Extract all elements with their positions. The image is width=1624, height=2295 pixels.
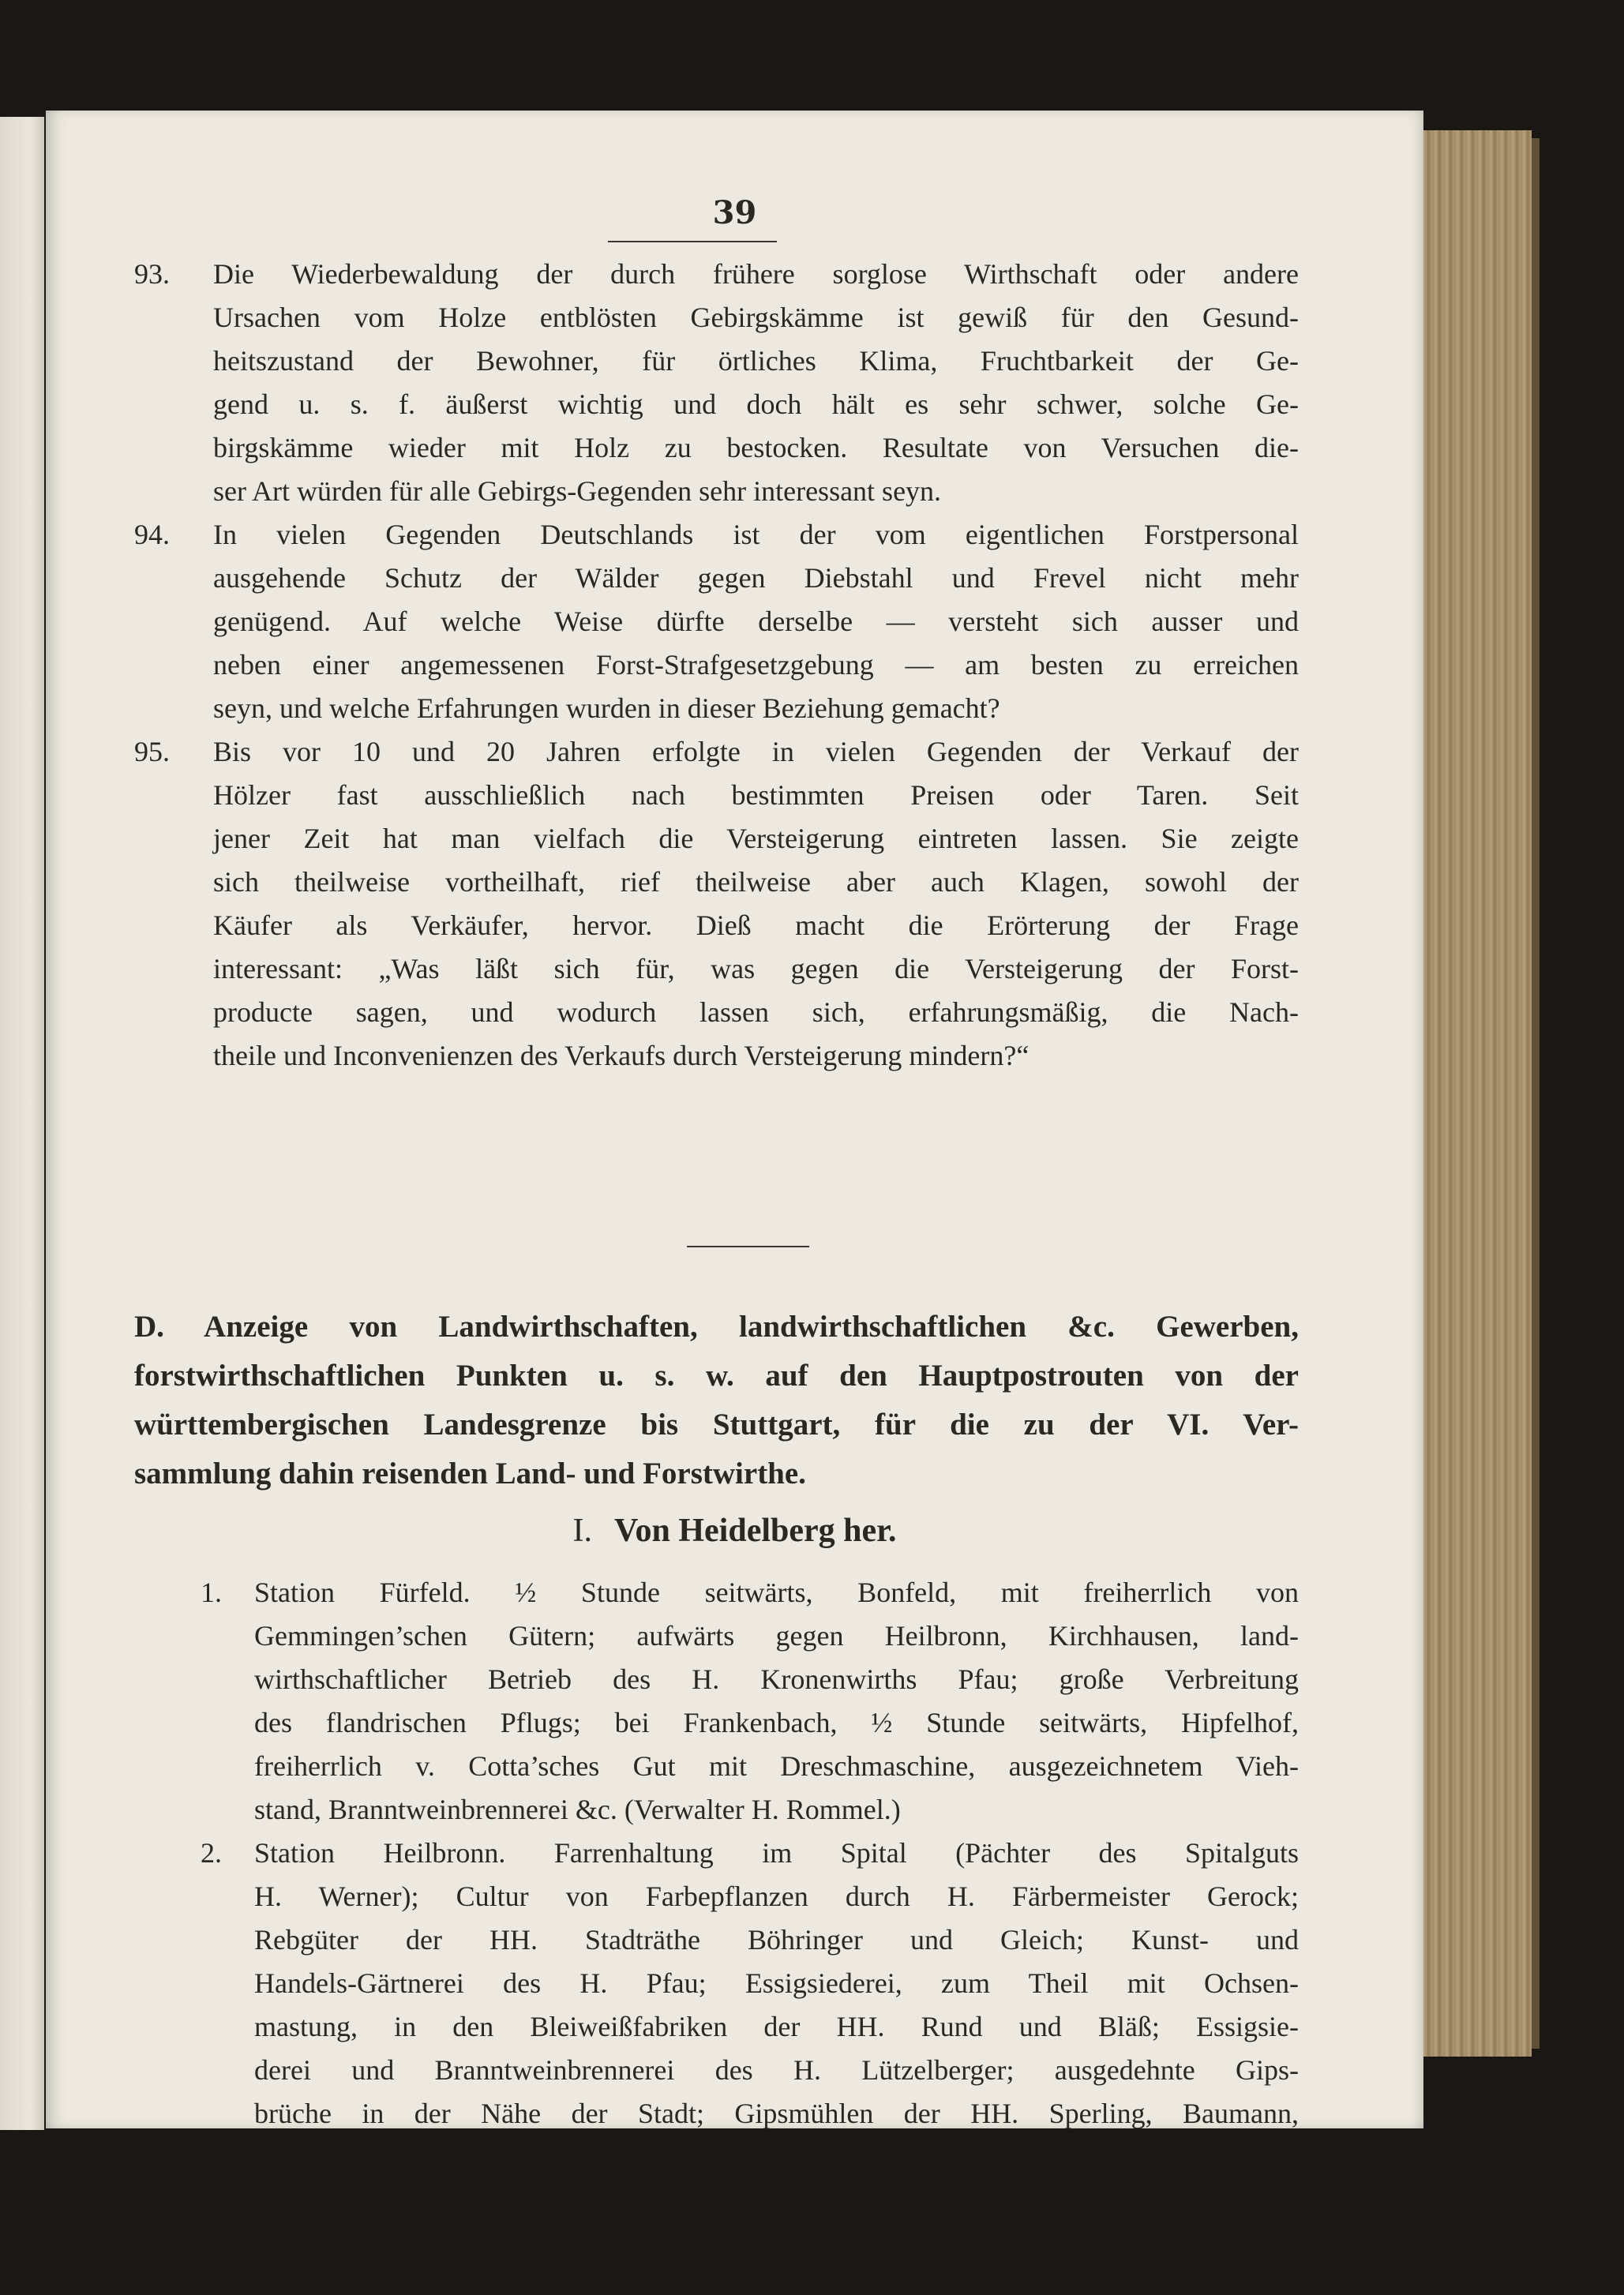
section-d-text-line: forstwirthschaftlichen Punkten u. s. w. auf den Hauptpostrouten von der	[134, 1359, 1299, 1393]
question-text-line: Die Wiederbewaldung der durch frühere sorglose Wirthschaft oder andere	[213, 258, 1299, 290]
station-text-line: brüche in der Nähe der Stadt; Gipsmühlen der HH. Sperling, Baumann,	[254, 2098, 1299, 2129]
question-text-line: gend u. s. f. äußerst wichtig und doch hält es sehr schwer, solche Ge-	[213, 388, 1299, 420]
question-94-line	[134, 643, 1299, 687]
question-95-line	[134, 991, 1299, 1034]
question-text-line: sich theilweise vortheilhaft, rief theilweise aber auch Klagen, sowohl der	[213, 866, 1299, 898]
question-93-line	[134, 383, 1299, 426]
question-93-line	[134, 253, 1299, 296]
question-list	[134, 253, 1299, 1078]
station-number: 2.	[201, 1837, 222, 1869]
question-95-line	[134, 947, 1299, 991]
station-text-line: stand, Branntweinbrennerei &c. (Verwalter H. Rommel.)	[254, 1794, 901, 1825]
question-text-line: Käufer als Verkäufer, hervor. Dieß macht die Erörterung der Frage	[213, 909, 1299, 941]
left-page-edge	[0, 117, 44, 2130]
question-94-line	[134, 557, 1299, 600]
question-94-line	[134, 513, 1299, 557]
station-2-line	[134, 2092, 1299, 2136]
page-number: 39	[712, 194, 757, 231]
station-2-line	[134, 1875, 1299, 1918]
station-1-line	[134, 1658, 1299, 1701]
question-text-line: In vielen Gegenden Deutschlands ist der vom eigentlichen Forstpersonal	[213, 519, 1299, 550]
station-2-line	[134, 1918, 1299, 1962]
question-95-line	[134, 774, 1299, 817]
subsection-number: I.	[572, 1513, 593, 1549]
section-divider	[687, 1246, 809, 1247]
section-d-line	[134, 1303, 1299, 1352]
question-94-line	[134, 687, 1299, 730]
question-93-line	[134, 426, 1299, 470]
question-text-line: ausgehende Schutz der Wälder gegen Diebstahl und Frevel nicht mehr	[213, 562, 1299, 594]
book-page	[46, 111, 1423, 2128]
question-95-line	[134, 1034, 1299, 1078]
subsection-heading	[46, 1512, 1423, 1550]
station-text-line: H. Werner); Cultur von Farbepflanzen durch H. Färbermeister Gerock;	[254, 1881, 1299, 1912]
station-1-line	[134, 1788, 1299, 1832]
section-d-text-line: sammlung dahin reisenden Land- und Forstwirthe.	[134, 1457, 806, 1491]
station-text-line: Gemmingen’schen Gütern; aufwärts gegen Heilbronn, Kirchhausen, land-	[254, 1620, 1299, 1652]
station-2-line	[134, 2049, 1299, 2092]
station-2-line	[134, 2005, 1299, 2049]
question-93-line	[134, 339, 1299, 383]
question-text-line: Bis vor 10 und 20 Jahren erfolgte in vielen Gegenden der Verkauf der	[213, 736, 1299, 767]
section-d-text-line: D. Anzeige von Landwirthschaften, landwirthschaftlichen &c. Gewerben,	[134, 1310, 1299, 1344]
station-text-line: Station Heilbronn. Farrenhaltung im Spital (Pächter des Spitalguts	[254, 1837, 1299, 1869]
question-95-line	[134, 861, 1299, 904]
station-1-line	[134, 1701, 1299, 1745]
station-text-line: Rebgüter der HH. Stadträthe Böhringer und Gleich; Kunst- und	[254, 1924, 1299, 1956]
question-text-line: jener Zeit hat man vielfach die Versteigerung eintreten lassen. Sie zeigte	[213, 823, 1299, 854]
station-text-line: Station Fürfeld. ½ Stunde seitwärts, Bonfeld, mit freiherrlich von	[254, 1577, 1299, 1608]
question-95-line	[134, 817, 1299, 861]
section-d-line	[134, 1401, 1299, 1449]
book-cover-edge	[1532, 138, 1540, 2049]
question-93-line	[134, 470, 1299, 513]
station-number: 1.	[201, 1577, 222, 1608]
page-number-rule	[608, 241, 777, 242]
station-2-line	[134, 1962, 1299, 2005]
station-1-line	[134, 1571, 1299, 1614]
section-d-line	[134, 1352, 1299, 1401]
station-text-line: des flandrischen Pflugs; bei Frankenbach, ½ Stunde seitwärts, Hipfelhof,	[254, 1707, 1299, 1738]
question-text-line: ser Art würden für alle Gebirgs-Gegenden sehr interessant seyn.	[213, 475, 942, 507]
station-text-line: freiherrlich v. Cotta’sches Gut mit Dreschmaschine, ausgezeichnetem Vieh-	[254, 1750, 1299, 1782]
book-page-edges	[1421, 130, 1532, 2057]
question-text-line: heitszustand der Bewohner, für örtliches Klima, Fruchtbarkeit der Ge-	[213, 345, 1299, 377]
station-2-line	[134, 1832, 1299, 1875]
question-text-line: seyn, und welche Erfahrungen wurden in dieser Beziehung gemacht?	[213, 692, 1000, 724]
station-text-line: wirthschaftlicher Betrieb des H. Kronenwirths Pfau; große Verbreitung	[254, 1663, 1299, 1695]
question-text-line: genügend. Auf welche Weise dürfte derselbe — versteht sich ausser und	[213, 606, 1299, 637]
question-number: 93.	[134, 258, 170, 290]
question-number: 94.	[134, 519, 170, 550]
question-text-line: neben einer angemessenen Forst-Strafgesetzgebung — am besten zu erreichen	[213, 649, 1299, 681]
station-text-line: Handels-Gärtnerei des H. Pfau; Essigsiederei, zum Theil mit Ochsen-	[254, 1967, 1299, 1999]
station-1-line	[134, 1745, 1299, 1788]
question-95-line	[134, 904, 1299, 947]
station-text-line: derei und Branntweinbrennerei des H. Lützelberger; ausgedehnte Gips-	[254, 2054, 1299, 2086]
question-text-line: interessant: „Was läßt sich für, was gegen die Versteigerung der Forst-	[213, 953, 1299, 984]
question-text-line: theile und Inconvenienzen des Verkaufs durch Versteigerung mindern?“	[213, 1040, 1030, 1071]
question-93-line	[134, 296, 1299, 339]
question-94-line	[134, 600, 1299, 643]
question-text-line: Ursachen vom Holze entblösten Gebirgskämme ist gewiß für den Gesund-	[213, 302, 1299, 333]
station-text-line: mastung, in den Bleiweißfabriken der HH. Rund und Bläß; Essigsie-	[254, 2011, 1299, 2042]
section-d-text-line: württembergischen Landesgrenze bis Stuttgart, für die zu der VI. Ver-	[134, 1408, 1299, 1442]
question-text-line: birgskämme wieder mit Holz zu bestocken. Resultate von Versuchen die-	[213, 432, 1299, 463]
question-95-line	[134, 730, 1299, 774]
subsection-title: Von Heidelberg her.	[614, 1513, 897, 1549]
station-list	[134, 1571, 1299, 2136]
question-text-line: producte sagen, und wodurch lassen sich, erfahrungsmäßig, die Nach-	[213, 996, 1299, 1028]
question-text-line: Hölzer fast ausschließlich nach bestimmten Preisen oder Taren. Seit	[213, 779, 1299, 811]
station-1-line	[134, 1614, 1299, 1658]
section-d-line	[134, 1449, 1299, 1498]
question-number: 95.	[134, 736, 170, 767]
section-d-heading	[134, 1303, 1299, 1498]
